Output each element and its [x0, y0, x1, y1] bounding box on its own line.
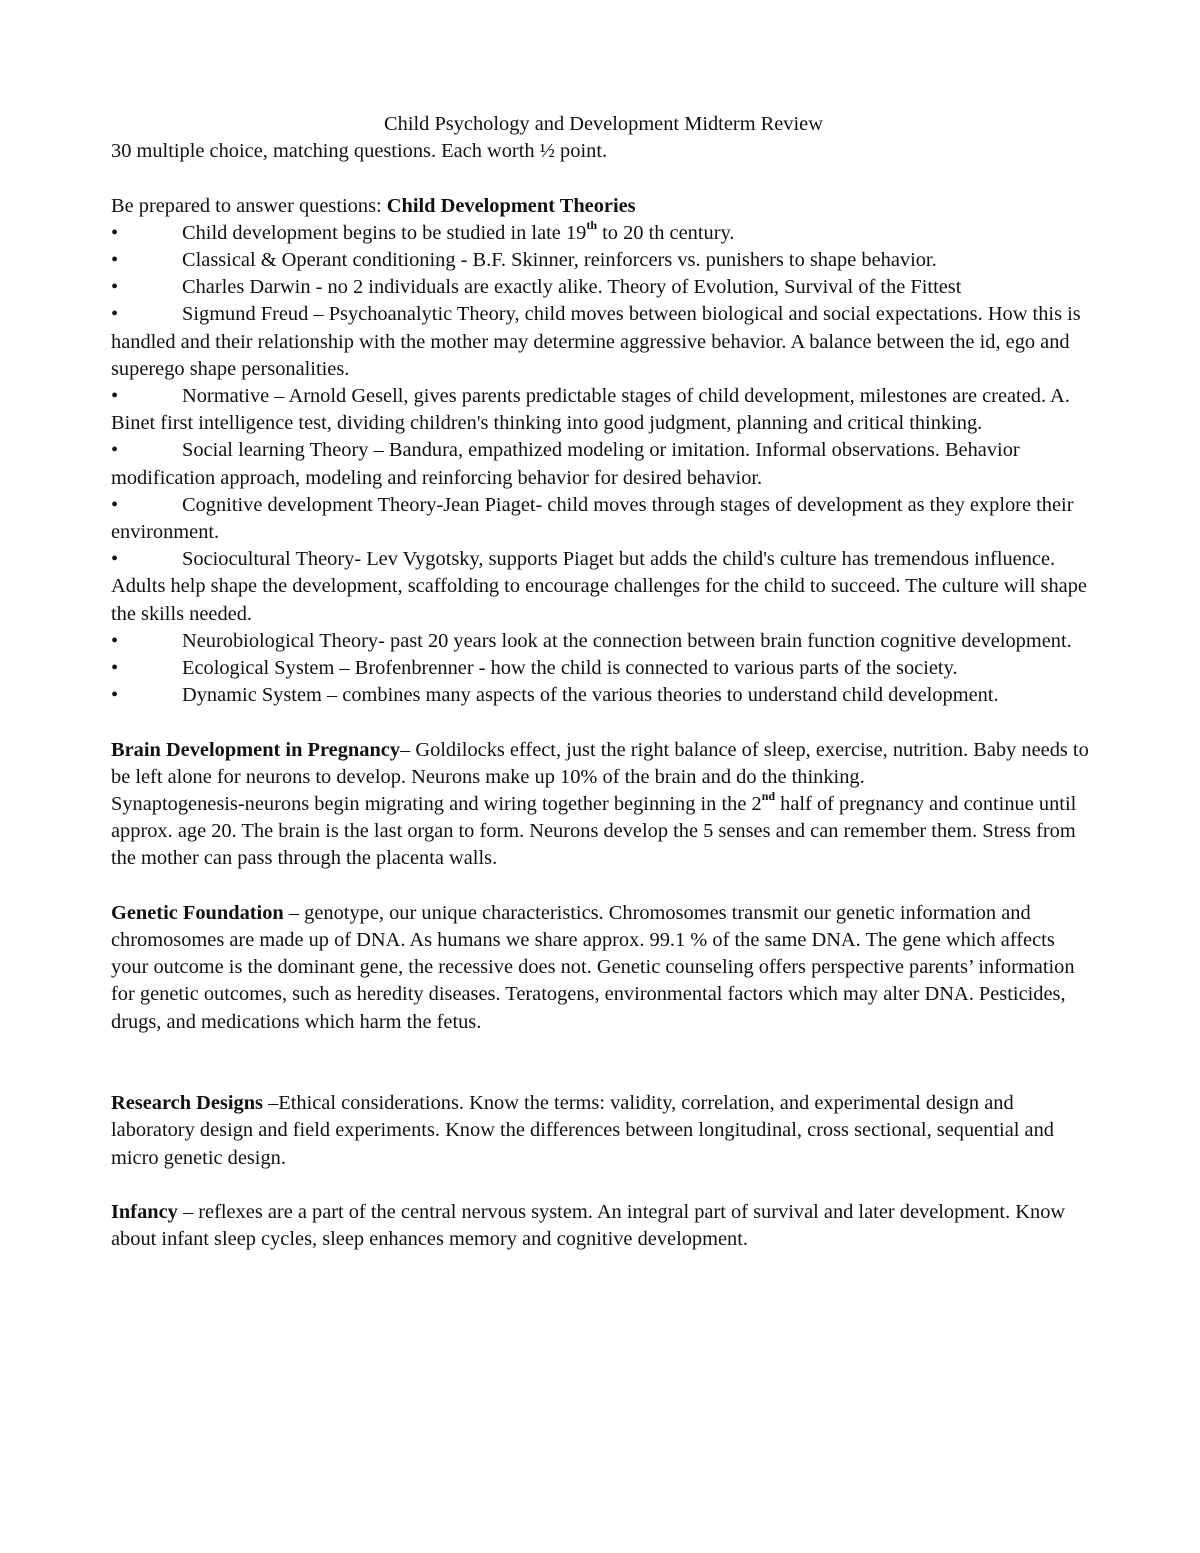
list-item [111, 546, 1096, 628]
list-item [111, 383, 1096, 437]
bullet-glyph: • [111, 249, 119, 271]
list-item-text: Sociocultural Theory- Lev Vygotsky, supports Piaget but adds the child's culture has tremendous influence. Adults help shape the development, scaffolding to encourage challenges for the child to succeed. The culture will shape the skills needed. [111, 548, 1087, 625]
bullet-glyph: • [111, 629, 119, 652]
list-item-text: Sigmund Freud – Psychoanalytic Theory, child moves between biological and social expectations. How this is handled and their relationship with the mother may determine aggressive behavior. A balance between the id, ego and superego shape personalities. [111, 303, 1081, 380]
section-text: – genotype, our unique characteristics. Chromosomes transmit our genetic information and chromosomes are made up of DNA. As humans we share approx. 99.1 % of the same DNA. The gene which affects your outcome is the dominant gene, the recessive does not. Genetic counseling offers perspective parents’ information for genetic outcomes, such as heredity diseases. Teratogens, environmental factors which may alter DNA. Pesticides, drugs, and medications which harm the fetus. [111, 901, 1075, 1033]
brain-section [111, 737, 1096, 791]
list-item [111, 247, 1096, 274]
theories-intro [111, 193, 1096, 220]
spacer [111, 873, 1096, 900]
superscript: nd [761, 789, 776, 804]
bullet-glyph: • [111, 439, 119, 462]
section-heading: Genetic Foundation [111, 901, 284, 924]
bullet-glyph: • [111, 276, 119, 299]
theories-list [111, 220, 1096, 710]
list-item [111, 220, 1096, 247]
list-item-text: Ecological System – Brofenbrenner - how the child is connected to various parts of the society. [182, 657, 958, 680]
list-item [111, 492, 1096, 546]
infancy-section [111, 1199, 1096, 1253]
spacer [111, 1172, 1096, 1199]
list-item [111, 655, 1096, 682]
list-item-text: Neurobiological Theory- past 20 years look at the connection between brain function cognitive development. [182, 629, 1072, 652]
bullet-glyph: • [111, 221, 119, 244]
spacer [111, 709, 1096, 736]
section-heading: Research Designs [111, 1092, 263, 1115]
bullet-glyph: • [111, 548, 119, 571]
theories-heading: Child Development Theories [386, 194, 636, 217]
list-item-text: Charles Darwin - no 2 individuals are exactly alike. Theory of Evolution, Survival of the Fittest [182, 276, 962, 299]
section-text: – Goldilocks effect, just the right balance of sleep, exercise, nutrition. Baby needs to be left alone for neurons to develop. Neurons make up 10% of the brain and do the thinking. [111, 738, 1089, 788]
section-text: Synaptogenesis-neurons begin migrating and wiring together beginning in the 2 [111, 793, 762, 816]
section-heading: Infancy [111, 1201, 178, 1224]
list-item-text: Social learning Theory – Bandura, empathized modeling or imitation. Informal observations. Behavior modification approach, modeling and reinforcing behavior for desired behavior. [111, 439, 1020, 489]
section-text: half of pregnancy and continue until approx. age 20. The brain is the last organ to form. Neurons develop the 5 senses and can remember them. Stress from the mother can pass through the placenta walls. [111, 793, 1077, 870]
document-page [111, 111, 1096, 1253]
list-item-text: Dynamic System – combines many aspects of the various theories to understand child development. [182, 684, 999, 707]
list-item [111, 301, 1096, 383]
synaptogenesis-paragraph [111, 791, 1096, 873]
bullet-glyph: • [111, 684, 119, 707]
section-text: – reflexes are a part of the central nervous system. An integral part of survival and later development. Know about infant sleep cycles, sleep enhances memory and cognitive development. [111, 1201, 1066, 1251]
spacer [111, 165, 1096, 192]
list-item-text: to 20 th century. [597, 221, 735, 244]
research-section [111, 1090, 1096, 1172]
bullet-glyph: • [111, 385, 119, 408]
list-item-text: Normative – Arnold Gesell, gives parents predictable stages of child development, milestones are created. A. Binet first intelligence test, dividing children's thinking into good judgment, planning and critical thinking. [111, 385, 1070, 435]
section-heading: Brain Development in Pregnancy [111, 738, 401, 761]
bullet-glyph: • [111, 493, 119, 516]
document-title: Child Psychology and Development Midterm Review [384, 113, 823, 135]
spacer [111, 1036, 1096, 1090]
list-item-text: Child development begins to be studied in late 19 [182, 221, 587, 244]
list-item-text: Cognitive development Theory-Jean Piaget- child moves through stages of development as they explore their environment. [111, 493, 1074, 544]
list-item [111, 682, 1096, 709]
list-item [111, 274, 1096, 301]
theories-lead: Be prepared to answer questions: [111, 194, 387, 217]
list-item-text: Classical & Operant conditioning - B.F. Skinner, reinforcers vs. punishers to shape behavior. [182, 249, 937, 271]
list-item [111, 437, 1096, 491]
intro-text: 30 multiple choice, matching questions. Each worth ½ point. [111, 140, 608, 163]
list-item [111, 628, 1096, 655]
bullet-glyph: • [111, 657, 119, 680]
genetic-section [111, 900, 1096, 1036]
section-text: –Ethical considerations. Know the terms: validity, correlation, and experimental design and laboratory design and field experiments. Know the differences between longitudinal, cross sectional, sequential and micro genetic design. [111, 1092, 1054, 1169]
superscript: th [586, 218, 598, 232]
bullet-glyph: • [111, 303, 119, 326]
